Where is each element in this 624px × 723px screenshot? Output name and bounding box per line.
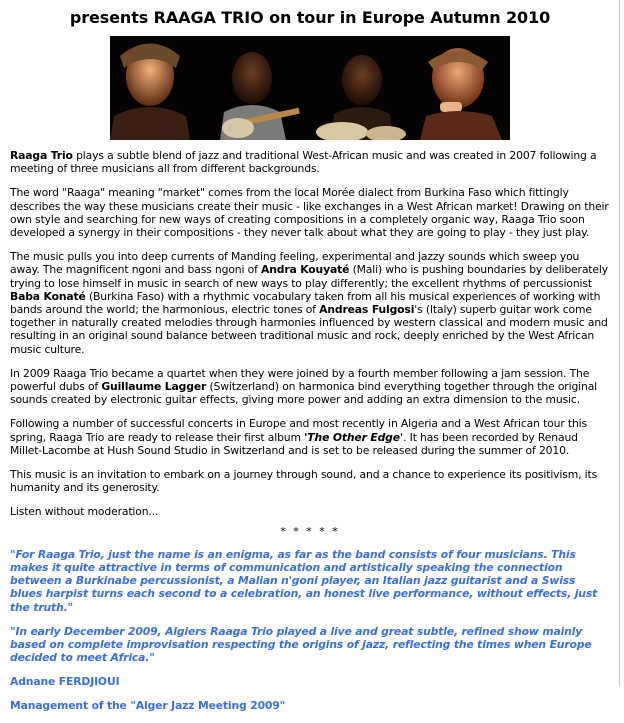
- album-title: 'The Other Edge': [304, 430, 404, 444]
- band-name: Raaga Trio: [10, 149, 73, 162]
- paragraph-intro-text: plays a subtle blend of jazz and traditional West-African music and was created in 2007 following a meeting of three musicians all from different backgrounds.: [10, 149, 597, 176]
- article-body: [10, 149, 610, 723]
- musician-name-andreas: Andreas Fulgosi: [319, 303, 415, 317]
- paragraph-intro: [10, 149, 610, 175]
- paragraph-invitation: This music is an invitation to embark on a journey through sound, and a chance to experience its positivism, its humanity and its generosity.: [10, 468, 598, 495]
- page-right-border: [619, 0, 620, 686]
- paragraph-music-text-b: (Mali) who is pushing boundaries by deliberately trying to lose himself in music in search of new ways to play differently; the excellent rhythms of percussionist: [10, 263, 608, 290]
- paragraph-music-text-d: 's (Italy) superb guitar work come together in naturally created melodies through harmonies influenced by western classical and modern music and resulting in an original sound balance between traditional music and rock, deeply enriched by the West African music culture.: [10, 303, 608, 356]
- paragraph-album-text-a: Following a number of successful concerts in Europe and most recently in Algeria and a West African tour this spring, Raaga Trio are ready to release their first album: [10, 417, 587, 444]
- signature-name: Adnane FERDJIOUI: [10, 674, 120, 688]
- paragraph-quartet-text-b: (Switzerland) on harmonica bind everything together through the original sounds created by electronic guitar effects, giving more power and adding an extra dimension to the music.: [10, 380, 598, 407]
- paragraph-quartet: [10, 367, 610, 407]
- musician-name-guillaume: Guillaume Lagger: [101, 380, 207, 394]
- band-photo: [110, 36, 510, 140]
- paragraph-music: [10, 250, 610, 356]
- paragraph-music-text-c: (Burkina Faso) with a rhythmic vocabulary taken from all his musical experiences of working with bands around the world; the harmonious, electric tones of: [10, 289, 601, 317]
- quote-2: "In early December 2009, Algiers Raaga Trio played a live and great subtle, refined show mainly based on complete improvisation respecting the origins of jazz, reflecting the times when Europe decided to meet Africa.": [10, 624, 592, 665]
- paragraph-music-text-a: The music pulls you into deep currents of Manding feeling, experimental and jazzy sounds which sweep you away. The magnificent ngoni and bass ngoni of: [10, 250, 580, 277]
- musician-name-baba: Baba Konaté: [10, 289, 86, 303]
- band-photo-illustration: [110, 36, 510, 140]
- paragraph-album: [10, 417, 610, 457]
- signature-role: Management of the "Alger Jazz Meeting 2009": [10, 698, 286, 712]
- paragraph-raaga-meaning: The word "Raaga" meaning "market" comes from the local Morée dialect from Burkina Faso which fittingly describes the way these musicians create their music - like exchanges in a West African market! Drawing on their own style and searching for new ways of creating compositions in a completely organic way, Raaga Trio soon developed a synergy in their compositions - they never talk about what they are going to play - they just play.: [10, 186, 609, 240]
- paragraph-listen: Listen without moderation...: [10, 505, 159, 519]
- musician-name-andra: Andra Kouyaté: [261, 263, 350, 277]
- paragraph-quartet-text-a: In 2009 Raaga Trio became a quartet when they were joined by a fourth member following a jam session. The powerful dubs of: [10, 366, 590, 394]
- separator-stars: * * * * *: [280, 524, 340, 538]
- page-title: presents RAAGA TRIO on tour in Europe Autumn 2010: [69, 8, 551, 27]
- paragraph-album-text-b: . It has been recorded by Renaud Millet-Lacombe at Hush Sound Studio in Switzerland and is set to be released during the summer of 2010.: [10, 430, 578, 457]
- quote-1: "For Raaga Trio, just the name is an enigma, as far as the band consists of four musicians. This makes it quite attractive in terms of communication and artistically speaking the connection between a Burkinabe percussionist, a Malian n'goni player, an Italian jazz guitarist and a Swiss blues harpist turns each second to a celebration, an honest live performance, without effects, just the truth.": [10, 547, 598, 614]
